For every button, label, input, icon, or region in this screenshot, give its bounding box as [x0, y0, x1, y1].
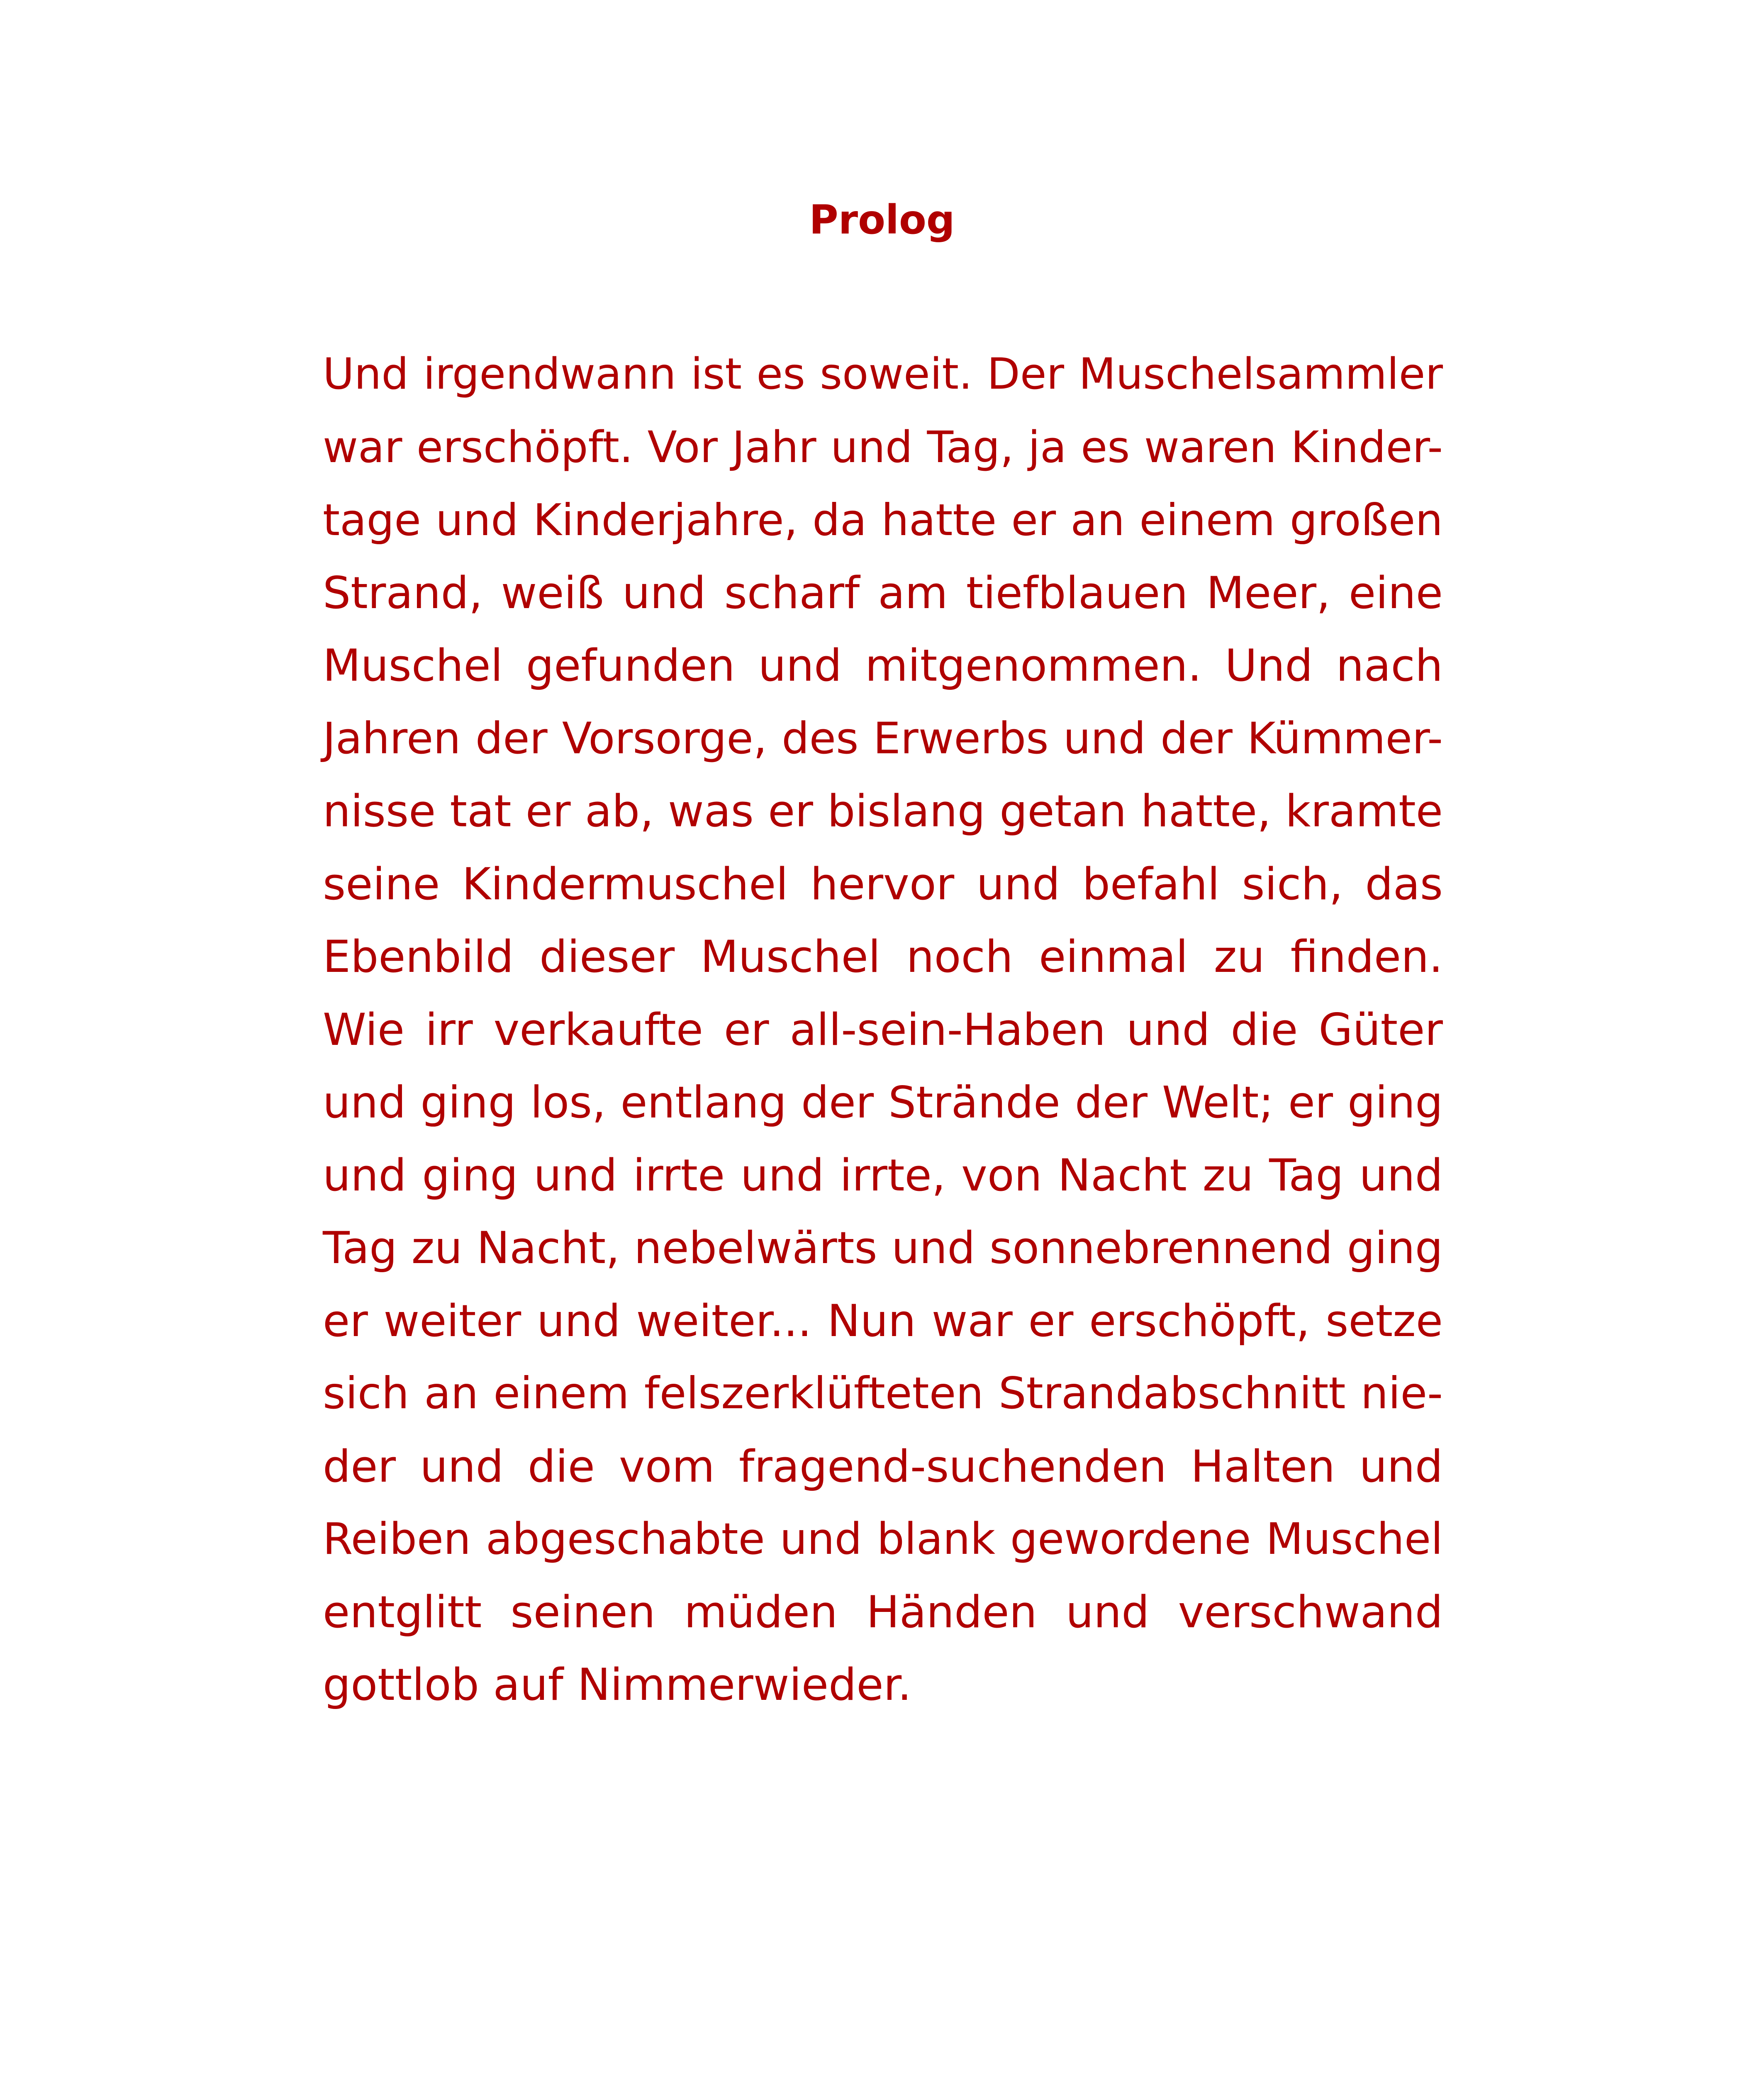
- text-line: Und irgendwann ist es soweit. Der Muschelsammler: [323, 349, 1443, 399]
- text-line: er weiter und weiter... Nun war er erschöpft, setze: [323, 1295, 1443, 1346]
- text-line: Ebenbild dieser Muschel noch einmal zu finden.: [323, 931, 1443, 982]
- body-text: [323, 338, 1443, 1721]
- text-line: nisse tat er ab, was er bislang getan hatte, kramte: [323, 786, 1443, 837]
- text-line: Jahren der Vorsorge, des Erwerbs und der Kümmer-: [323, 713, 1443, 764]
- text-line: Strand, weiß und scharf am tiefblauen Meer, eine: [323, 567, 1443, 618]
- text-line: seine Kindermuschel hervor und befahl sich, das: [323, 858, 1443, 910]
- text-line: tage und Kinderjahre, da hatte er an einem großen: [323, 494, 1443, 545]
- text-line: war erschöpft. Vor Jahr und Tag, ja es waren Kinder-: [323, 422, 1443, 472]
- text-line: Reiben abgeschabte und blank gewordene Muschel: [323, 1514, 1443, 1564]
- text-line: Wie irr verkaufte er all-sein-Haben und die Güter: [323, 1004, 1443, 1055]
- text-line: der und die vom fragend-suchenden Halten und: [323, 1441, 1443, 1492]
- text-line: und ging los, entlang der Strände der Welt; er ging: [323, 1077, 1443, 1128]
- text-line: gottlob auf Nimmerwieder.: [323, 1659, 912, 1710]
- text-line: und ging und irrte und irrte, von Nacht zu Tag und: [323, 1149, 1443, 1201]
- text-line: Muschel gefunden und mitgenommen. Und nach: [323, 640, 1443, 691]
- text-line: sich an einem felszerklüfteten Strandabschnitt nie-: [323, 1368, 1443, 1419]
- text-line: Tag zu Nacht, nebelwärts und sonnebrennend ging: [323, 1222, 1443, 1273]
- page-title: Prolog: [809, 197, 955, 243]
- text-line: entglitt seinen müden Händen und verschwand: [323, 1586, 1443, 1638]
